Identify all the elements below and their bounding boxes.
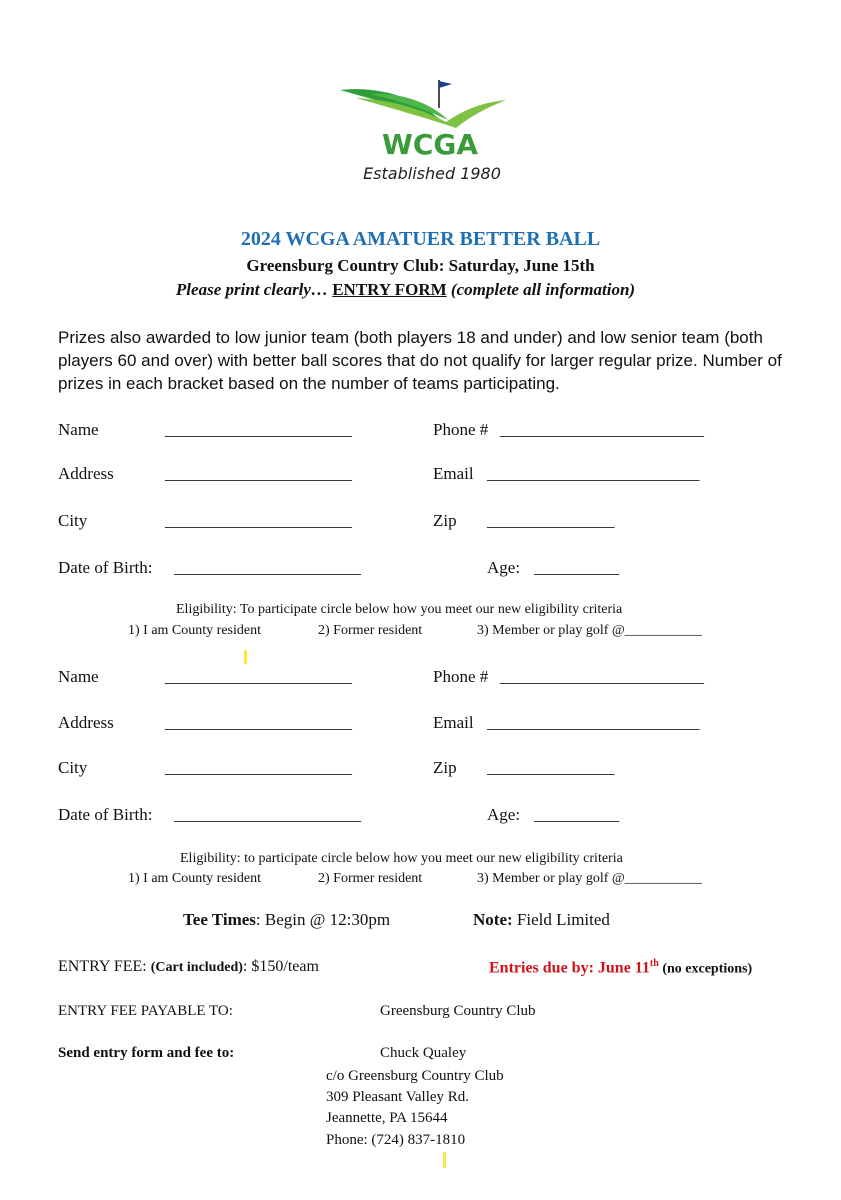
age-label: Age: — [487, 805, 521, 824]
due-note: (no exceptions) — [658, 961, 753, 977]
name-label: Name — [58, 667, 99, 686]
eligibility-option-1[interactable]: 1) I am County resident — [128, 623, 261, 638]
city-label: City — [58, 511, 88, 530]
flag-icon — [439, 81, 452, 88]
eligibility-title: Eligibility: to participate circle below how you meet our new eligibility criteria — [180, 851, 623, 866]
send-phone: Phone: (724) 837-1810 — [326, 1132, 466, 1148]
zip-field[interactable]: _______________ — [487, 511, 615, 530]
due-date-suffix: th — [649, 958, 659, 969]
zip-label: Zip — [433, 758, 457, 777]
tee-times — [183, 910, 390, 930]
note-label: Note: — [473, 910, 513, 929]
eligibility-option-3[interactable]: 3) Member or play golf @___________ — [477, 623, 702, 638]
eligibility-option-2[interactable]: 2) Former resident — [318, 871, 423, 886]
send-name: Chuck Qualey — [380, 1045, 467, 1061]
entry-instructions — [0, 280, 811, 300]
cart-included: (Cart included) — [150, 960, 243, 975]
highlight-mark — [443, 1152, 446, 1168]
email-label: Email — [433, 464, 474, 483]
send-line-3: Jeannette, PA 15644 — [326, 1110, 448, 1126]
send-line-2: 309 Pleasant Valley Rd. — [326, 1089, 470, 1105]
city-field[interactable]: ______________________ — [165, 511, 352, 530]
payable-value: Greensburg Country Club — [380, 1003, 536, 1019]
dob-field[interactable]: ______________________ — [174, 805, 361, 824]
age-label: Age: — [487, 558, 521, 577]
tee-times-label: Tee Times — [183, 910, 256, 929]
logo-acronym: WCGA — [381, 128, 479, 161]
entry-fee — [58, 958, 319, 976]
email-field[interactable]: _________________________ — [487, 713, 700, 732]
name-field[interactable]: ______________________ — [165, 420, 352, 439]
name-field[interactable]: ______________________ — [165, 667, 352, 686]
event-title: 2024 WCGA AMATUER BETTER BALL — [240, 228, 601, 250]
phone-label: Phone # — [433, 420, 489, 439]
logo-established: Established 1980 — [363, 164, 501, 183]
zip-label: Zip — [433, 511, 457, 530]
city-label: City — [58, 758, 88, 777]
eligibility-title: Eligibility: To participate circle below how you meet our new eligibility criteria — [176, 602, 623, 617]
event-subtitle: Greensburg Country Club: Saturday, June 15th — [246, 256, 595, 275]
phone-field[interactable]: ________________________ — [500, 667, 704, 686]
age-field[interactable]: __________ — [534, 558, 619, 577]
address-field[interactable]: ______________________ — [165, 464, 352, 483]
send-label: Send entry form and fee to: — [58, 1045, 235, 1061]
instr-suffix: (complete all information) — [446, 280, 636, 299]
name-label: Name — [58, 420, 99, 439]
eligibility-option-1[interactable]: 1) I am County resident — [128, 871, 261, 886]
entry-fee-amount: : $150/team — [242, 958, 319, 975]
dob-field[interactable]: ______________________ — [174, 558, 361, 577]
entry-form-label: ENTRY FORM — [332, 280, 447, 299]
payable-label: ENTRY FEE PAYABLE TO: — [58, 1003, 233, 1019]
phone-label: Phone # — [433, 667, 489, 686]
email-field[interactable]: _________________________ — [487, 464, 700, 483]
entry-fee-label: ENTRY FEE: — [58, 958, 151, 975]
wcga-logo — [336, 78, 526, 188]
email-label: Email — [433, 713, 474, 732]
due-date: Entries due by: June 11 — [489, 959, 650, 977]
highlight-mark — [244, 650, 247, 664]
address-label: Address — [58, 713, 114, 732]
phone-field[interactable]: ________________________ — [500, 420, 704, 439]
entries-due — [489, 958, 752, 977]
field-note — [473, 910, 610, 930]
city-field[interactable]: ______________________ — [165, 758, 352, 777]
dob-label: Date of Birth: — [58, 805, 153, 824]
eligibility-option-2[interactable]: 2) Former resident — [318, 623, 423, 638]
send-line-1: c/o Greensburg Country Club — [326, 1068, 504, 1084]
eligibility-option-3[interactable]: 3) Member or play golf @___________ — [477, 871, 702, 886]
address-label: Address — [58, 464, 114, 483]
dob-label: Date of Birth: — [58, 558, 153, 577]
zip-field[interactable]: _______________ — [487, 758, 615, 777]
prize-paragraph: Prizes also awarded to low junior team (both players 18 and under) and low senior team (both players 60 and over) with better ball scores that do not qualify for larger regular prize. Number of prizes in each bracket based on the number of teams participating. — [58, 328, 782, 393]
address-field[interactable]: ______________________ — [165, 713, 352, 732]
note-value: Field Limited — [512, 910, 610, 929]
age-field[interactable]: __________ — [534, 805, 619, 824]
instr-prefix: Please print clearly… — [175, 280, 333, 299]
tee-times-value: : Begin @ 12:30pm — [255, 910, 391, 929]
